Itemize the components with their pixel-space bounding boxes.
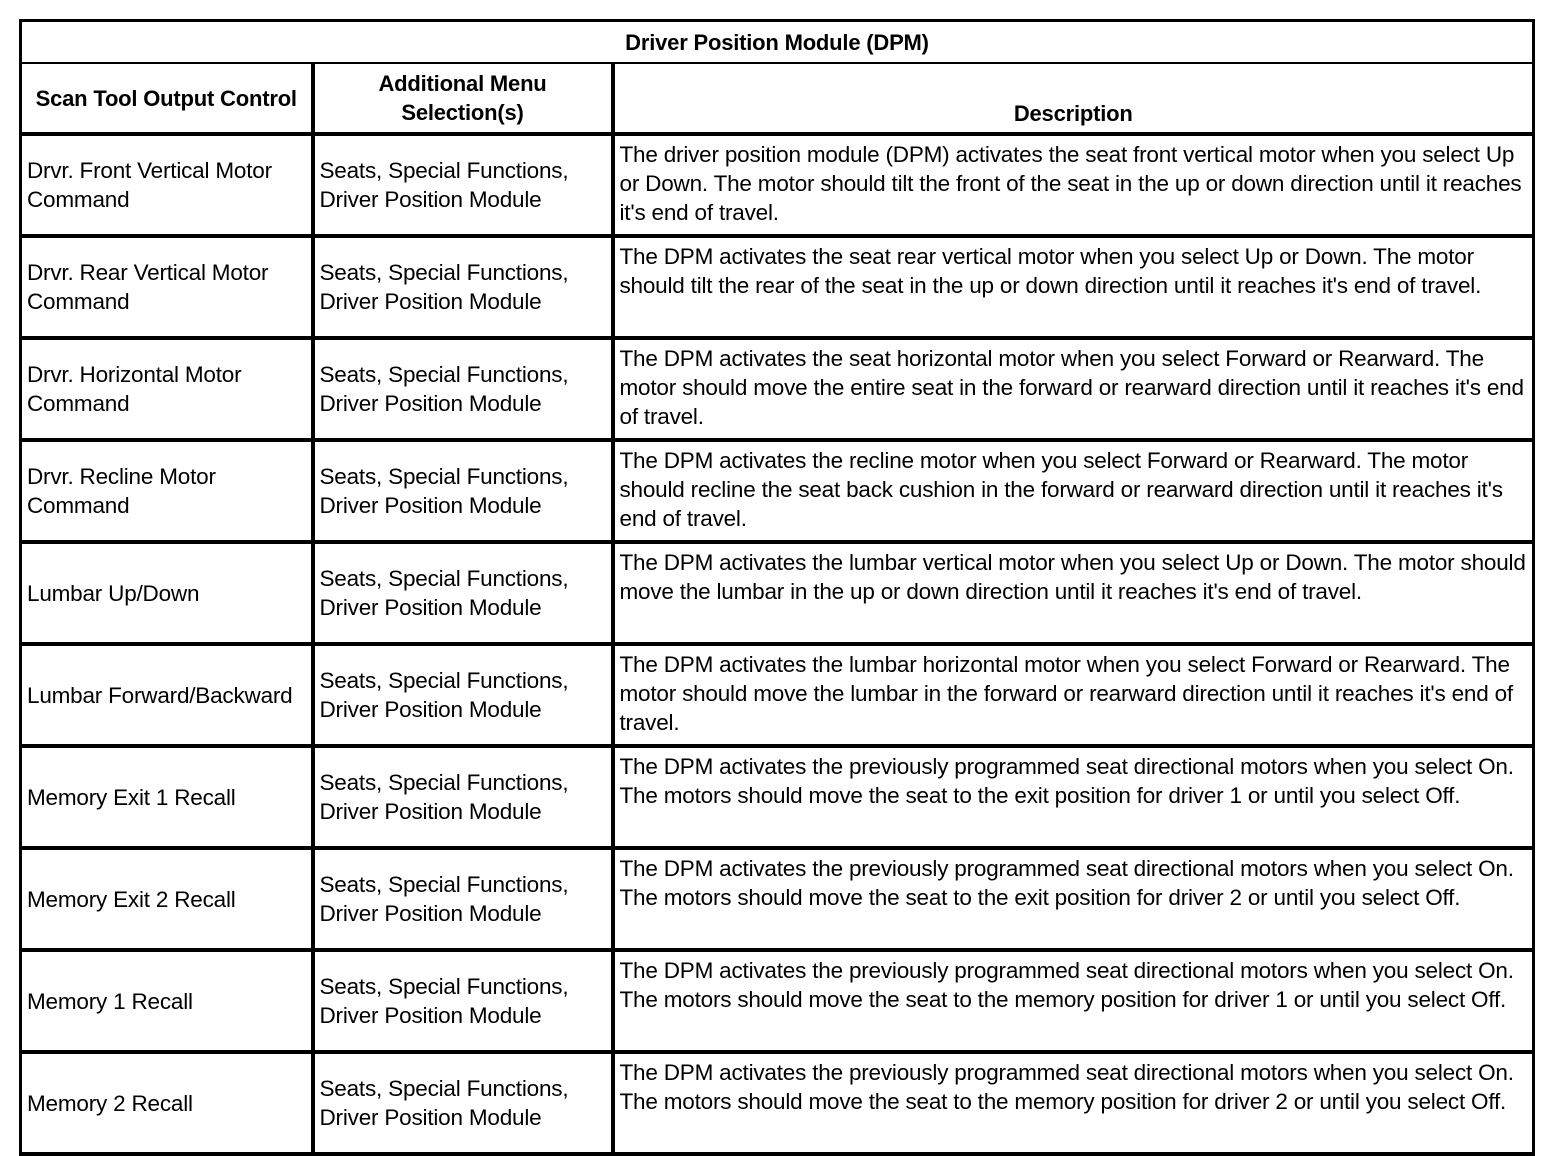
control-cell: Memory 1 Recall <box>21 950 313 1052</box>
description-cell: The DPM activates the previously programmed seat directional motors when you select On. The motors should move the seat to the memory position for driver 1 or until you select Off. <box>613 950 1534 1052</box>
control-cell: Lumbar Forward/Backward <box>21 644 313 746</box>
control-cell: Memory 2 Recall <box>21 1052 313 1154</box>
control-cell: Drvr. Rear Vertical Motor Command <box>21 236 313 338</box>
table-title: Driver Position Module (DPM) <box>21 21 1534 64</box>
table-header-row <box>21 63 1534 134</box>
table-row <box>21 338 1534 440</box>
header-scan-tool-output-control: Scan Tool Output Control <box>21 63 313 134</box>
description-cell: The DPM activates the seat horizontal motor when you select Forward or Rearward. The motor should move the entire seat in the forward or rearward direction until it reaches it's end of travel. <box>613 338 1534 440</box>
description-cell: The DPM activates the previously programmed seat directional motors when you select On. The motors should move the seat to the exit position for driver 1 or until you select Off. <box>613 746 1534 848</box>
control-cell: Drvr. Front Vertical Motor Command <box>21 134 313 236</box>
control-cell: Drvr. Recline Motor Command <box>21 440 313 542</box>
table-row <box>21 236 1534 338</box>
menu-cell: Seats, Special Functions, Driver Position Module <box>313 440 613 542</box>
header-description: Description <box>613 63 1534 134</box>
description-cell: The DPM activates the lumbar horizontal motor when you select Forward or Rearward. The motor should move the lumbar in the forward or rearward direction until it reaches it's end of travel. <box>613 644 1534 746</box>
description-cell: The DPM activates the previously programmed seat directional motors when you select On. The motors should move the seat to the exit position for driver 2 or until you select Off. <box>613 848 1534 950</box>
menu-cell: Seats, Special Functions, Driver Position Module <box>313 746 613 848</box>
header-additional-menu-selections: Additional Menu Selection(s) <box>313 63 613 134</box>
dpm-output-control-table <box>19 19 1535 1156</box>
table-row <box>21 1052 1534 1154</box>
description-cell: The driver position module (DPM) activates the seat front vertical motor when you select Up or Down. The motor should tilt the front of the seat in the up or down direction until it reaches it's end of travel. <box>613 134 1534 236</box>
menu-cell: Seats, Special Functions, Driver Position Module <box>313 338 613 440</box>
table-title-row <box>21 21 1534 64</box>
menu-cell: Seats, Special Functions, Driver Position Module <box>313 236 613 338</box>
description-cell: The DPM activates the recline motor when you select Forward or Rearward. The motor should recline the seat back cushion in the forward or rearward direction until it reaches it's end of travel. <box>613 440 1534 542</box>
description-cell: The DPM activates the previously programmed seat directional motors when you select On. The motors should move the seat to the memory position for driver 2 or until you select Off. <box>613 1052 1534 1154</box>
menu-cell: Seats, Special Functions, Driver Position Module <box>313 542 613 644</box>
menu-cell: Seats, Special Functions, Driver Position Module <box>313 950 613 1052</box>
table-row <box>21 848 1534 950</box>
menu-cell: Seats, Special Functions, Driver Position Module <box>313 1052 613 1154</box>
control-cell: Memory Exit 1 Recall <box>21 746 313 848</box>
menu-cell: Seats, Special Functions, Driver Position Module <box>313 848 613 950</box>
table-row <box>21 950 1534 1052</box>
control-cell: Lumbar Up/Down <box>21 542 313 644</box>
table-row <box>21 440 1534 542</box>
description-cell: The DPM activates the seat rear vertical motor when you select Up or Down. The motor should tilt the rear of the seat in the up or down direction until it reaches it's end of travel. <box>613 236 1534 338</box>
table-row <box>21 746 1534 848</box>
table-row <box>21 134 1534 236</box>
menu-cell: Seats, Special Functions, Driver Position Module <box>313 644 613 746</box>
table-row <box>21 542 1534 644</box>
table-row <box>21 644 1534 746</box>
menu-cell: Seats, Special Functions, Driver Position Module <box>313 134 613 236</box>
description-cell: The DPM activates the lumbar vertical motor when you select Up or Down. The motor should move the lumbar in the up or down direction until it reaches it's end of travel. <box>613 542 1534 644</box>
control-cell: Drvr. Horizontal Motor Command <box>21 338 313 440</box>
control-cell: Memory Exit 2 Recall <box>21 848 313 950</box>
